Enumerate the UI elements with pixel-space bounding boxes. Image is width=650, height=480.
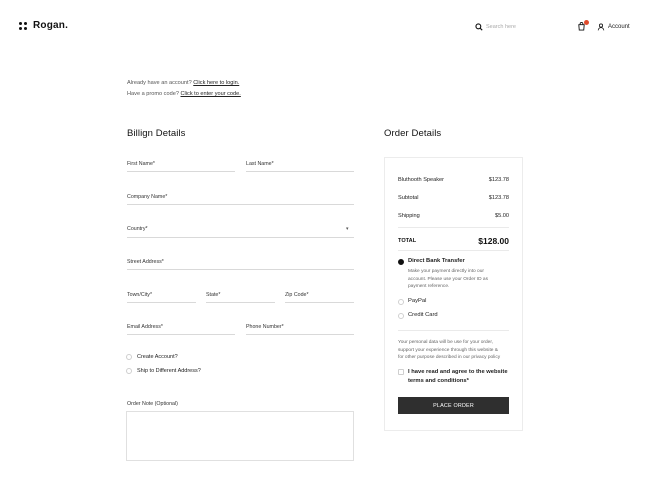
payment-card-radio[interactable]: [398, 313, 404, 319]
payment-direct-text: Direct Bank Transfer: [408, 258, 465, 264]
search-input[interactable]: Search here: [486, 24, 516, 30]
payment-direct-label[interactable]: [408, 258, 465, 264]
divider: [398, 330, 509, 331]
terms-checkbox[interactable]: [398, 369, 404, 375]
total-value: $128.00: [478, 236, 509, 246]
desc-line: payment reference.: [408, 284, 450, 289]
shipping-label: Shipping: [398, 213, 420, 219]
create-account-label[interactable]: Create Account?: [137, 354, 178, 360]
terms-label[interactable]: [408, 368, 508, 386]
payment-paypal-radio[interactable]: [398, 299, 404, 305]
first-name-label: First Name*: [127, 161, 155, 167]
brand-logo[interactable]: Rogan.: [33, 20, 69, 31]
product-price: $123.78: [488, 177, 509, 183]
order-note-textarea[interactable]: [126, 411, 354, 461]
promo-question: Have a promo code?: [127, 91, 179, 97]
city-field[interactable]: [127, 302, 196, 303]
terms-line: I have read and agree to the website: [408, 369, 508, 375]
email-label: Email Address*: [127, 324, 163, 330]
zip-field[interactable]: [285, 302, 354, 303]
desc-line: account. Please use your Order ID as: [408, 276, 488, 282]
city-label: Town/City*: [127, 292, 153, 298]
ship-different-label[interactable]: Ship to Different Address?: [137, 368, 201, 374]
place-order-button[interactable]: PLACE ORDER: [398, 397, 509, 414]
total-label: TOTAL: [398, 238, 417, 244]
create-account-checkbox[interactable]: [126, 354, 132, 360]
company-field[interactable]: [127, 204, 354, 205]
payment-direct-radio[interactable]: [398, 259, 404, 265]
order-title: Order Details: [384, 128, 442, 139]
divider: [398, 227, 509, 228]
login-link[interactable]: Click here to login.: [193, 80, 240, 86]
last-name-label: Last Name*: [246, 161, 274, 167]
search-icon[interactable]: [475, 23, 483, 31]
payment-direct-description: [408, 268, 488, 291]
privacy-line: Your personal data will be use for your order,: [398, 340, 494, 345]
phone-label: Phone Number*: [246, 324, 284, 330]
country-select[interactable]: [127, 237, 354, 238]
privacy-line: support your experience through this website &: [398, 347, 498, 353]
country-label: Country*: [127, 226, 148, 232]
account-link[interactable]: Account: [608, 24, 630, 30]
first-name-field[interactable]: [127, 171, 235, 172]
chevron-down-icon[interactable]: ▾: [346, 226, 349, 232]
shipping-value: $5.00: [495, 213, 509, 219]
payment-paypal-label[interactable]: PayPal: [408, 298, 427, 304]
login-question: Already have an account?: [127, 80, 192, 86]
state-field[interactable]: [206, 302, 275, 303]
product-name: Bluthooth Speaker: [398, 177, 445, 183]
street-label: Street Address*: [127, 259, 164, 265]
privacy-line: for other purpose described in our privacy policy: [398, 355, 501, 360]
subtotal-label: Subtotal: [398, 195, 419, 201]
cart-count-badge: [584, 20, 589, 25]
street-field[interactable]: [127, 269, 354, 270]
terms-line: terms and conditions*: [408, 378, 469, 384]
billing-title: Billign Details: [127, 128, 186, 139]
desc-line: Make your payment directly into our: [408, 269, 484, 274]
promo-link[interactable]: Click to enter your code.: [180, 91, 241, 97]
last-name-field[interactable]: [246, 171, 354, 172]
privacy-notice: [398, 339, 512, 362]
order-note-label: Order Note (Optional): [127, 401, 178, 407]
state-label: State*: [206, 292, 221, 298]
subtotal-value: $123.78: [488, 195, 509, 201]
payment-card-label[interactable]: Credit Card: [408, 312, 438, 318]
user-icon[interactable]: [597, 23, 605, 31]
zip-label: Zip Code*: [285, 292, 309, 298]
menu-dots-icon[interactable]: [19, 22, 27, 30]
ship-different-checkbox[interactable]: [126, 368, 132, 374]
email-field[interactable]: [127, 334, 235, 335]
promo-notice: [127, 91, 241, 97]
login-notice: [127, 80, 239, 86]
phone-field[interactable]: [246, 334, 354, 335]
company-label: Company Name*: [127, 194, 168, 200]
divider: [398, 250, 509, 251]
